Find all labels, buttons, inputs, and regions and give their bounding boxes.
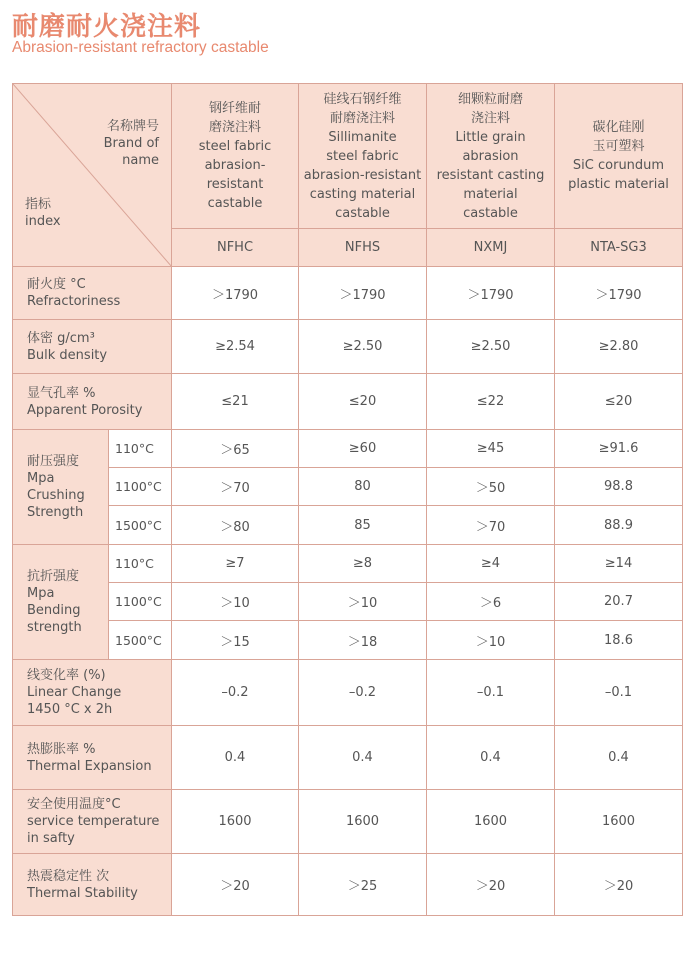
table-cell: ＞10	[427, 621, 555, 660]
table-row	[13, 267, 683, 320]
table-cell: ≥60	[299, 430, 427, 468]
table-cell: ＞10	[172, 583, 299, 621]
table-cell: ＞65	[172, 430, 299, 468]
table-cell: –0.1	[555, 660, 683, 726]
table-cell: 1600	[299, 790, 427, 854]
table-cell: 85	[299, 506, 427, 545]
diagonal-divider	[13, 84, 172, 267]
row-label: 线变化率 (%) Linear Change 1450 °C x 2h	[13, 660, 172, 726]
table-cell: ＞18	[299, 621, 427, 660]
table-cell: ≥2.54	[172, 320, 299, 374]
product-name-nxmj: 细颗粒耐磨 浇注料 Little grain abrasion resistant casting material castable	[427, 84, 555, 229]
table-cell: ＞10	[299, 583, 427, 621]
table-cell: 0.4	[427, 726, 555, 790]
product-name-nfhc: 钢纤维耐 磨浇注料 steel fabric abrasion- resistant castable	[172, 84, 299, 229]
table-row	[13, 506, 683, 545]
temp-label: 1500°C	[109, 506, 172, 545]
table-cell: ＞1790	[427, 267, 555, 320]
table-cell: ＞20	[172, 854, 299, 916]
table-cell: ≥14	[555, 545, 683, 583]
table-cell: ＞1790	[299, 267, 427, 320]
table-row	[13, 621, 683, 660]
table-row	[13, 430, 683, 468]
product-code: NFHS	[299, 229, 427, 267]
table-row	[13, 583, 683, 621]
row-label: 抗折强度 Mpa Bending strength	[13, 545, 109, 660]
table-row	[13, 790, 683, 854]
table-cell: 80	[299, 468, 427, 506]
table-cell: ≥2.80	[555, 320, 683, 374]
table-cell: 0.4	[172, 726, 299, 790]
table-row	[13, 660, 683, 726]
table-cell: ≤22	[427, 374, 555, 430]
table-cell: 0.4	[555, 726, 683, 790]
table-cell: ≥7	[172, 545, 299, 583]
table-cell: ≥2.50	[427, 320, 555, 374]
spec-table	[12, 83, 683, 916]
row-label: 热震稳定性 次 Thermal Stability	[13, 854, 172, 916]
table-cell: –0.2	[172, 660, 299, 726]
table-cell: –0.2	[299, 660, 427, 726]
product-code: NFHC	[172, 229, 299, 267]
table-cell: ＞6	[427, 583, 555, 621]
table-cell: –0.1	[427, 660, 555, 726]
table-cell: ≥45	[427, 430, 555, 468]
table-cell: ≤21	[172, 374, 299, 430]
temp-label: 1500°C	[109, 621, 172, 660]
table-cell: 88.9	[555, 506, 683, 545]
table-cell: ＞50	[427, 468, 555, 506]
table-cell: 1600	[555, 790, 683, 854]
page-subtitle: Abrasion-resistant refractory castable	[12, 39, 269, 56]
table-cell: ＞20	[555, 854, 683, 916]
product-code: NXMJ	[427, 229, 555, 267]
temp-label: 1100°C	[109, 468, 172, 506]
table-cell: ＞70	[427, 506, 555, 545]
table-cell: ＞25	[299, 854, 427, 916]
table-cell: 1600	[427, 790, 555, 854]
index-label: 指标 index	[25, 197, 61, 229]
table-row	[13, 374, 683, 430]
table-cell: ≥91.6	[555, 430, 683, 468]
row-label: 安全使用温度°C service temperature in safty	[13, 790, 172, 854]
temp-label: 1100°C	[109, 583, 172, 621]
table-row	[13, 468, 683, 506]
table-row	[13, 726, 683, 790]
row-label: 热膨胀率 % Thermal Expansion	[13, 726, 172, 790]
row-label: 显气孔率 % Apparent Porosity	[13, 374, 172, 430]
table-cell: ≥4	[427, 545, 555, 583]
table-row	[13, 320, 683, 374]
table-cell: 18.6	[555, 621, 683, 660]
table-cell: ≤20	[555, 374, 683, 430]
table-cell: 1600	[172, 790, 299, 854]
table-row	[13, 854, 683, 916]
table-cell: ≥8	[299, 545, 427, 583]
table-cell: 0.4	[299, 726, 427, 790]
row-label: 耐火度 °C Refractoriness	[13, 267, 172, 320]
table-row	[13, 545, 683, 583]
row-label: 耐压强度 Mpa Crushing Strength	[13, 430, 109, 545]
table-cell: ≤20	[299, 374, 427, 430]
table-cell: ≥2.50	[299, 320, 427, 374]
table-cell: 20.7	[555, 583, 683, 621]
temp-label: 110°C	[109, 545, 172, 583]
product-name-nfhs: 硅线石钢纤维 耐磨浇注料 Sillimanite steel fabric abrasion-resistant casting material castable	[299, 84, 427, 229]
table-cell: ＞1790	[555, 267, 683, 320]
page-title: 耐磨耐火浇注料	[12, 12, 202, 42]
table-cell: 98.8	[555, 468, 683, 506]
table-cell: ＞70	[172, 468, 299, 506]
product-name-nta-sg3: 碳化硅刚 玉可塑料 SiC corundum plastic material	[555, 84, 683, 229]
header-corner-cell	[13, 84, 172, 267]
brand-label: 名称牌号 Brand of name	[103, 119, 159, 168]
product-code: NTA-SG3	[555, 229, 683, 267]
table-cell: ＞15	[172, 621, 299, 660]
row-label: 体密 g/cm³ Bulk density	[13, 320, 172, 374]
table-cell: ＞20	[427, 854, 555, 916]
table-cell: ＞80	[172, 506, 299, 545]
temp-label: 110°C	[109, 430, 172, 468]
table-cell: ＞1790	[172, 267, 299, 320]
